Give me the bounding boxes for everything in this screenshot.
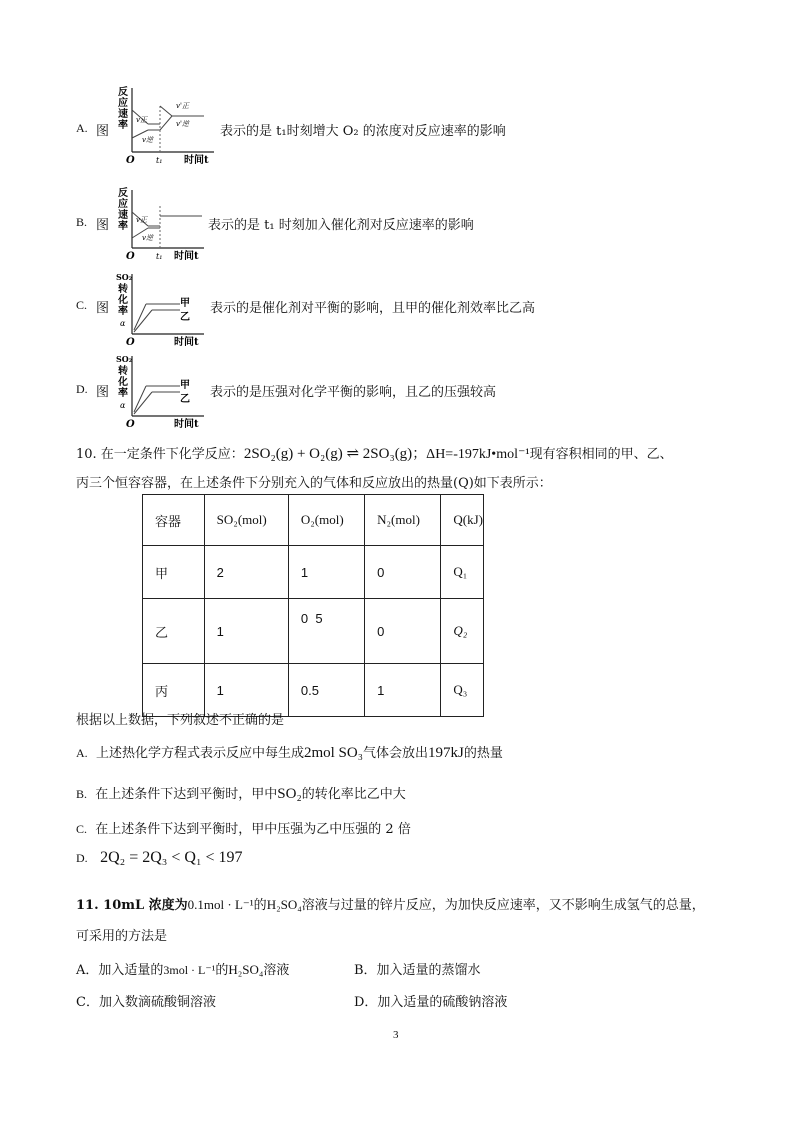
- option-letter: C.: [76, 298, 88, 312]
- svg-text:化: 化: [118, 295, 128, 306]
- rate-time-graph-b: [114, 186, 210, 262]
- option-a: A. 上述热化学方程式表示反应中每生成2mol SO₃气体会放出197kJ的热量: [76, 745, 503, 761]
- svg-text:v正: v正: [136, 216, 147, 224]
- table-header: N₂(mol): [365, 495, 441, 546]
- svg-text:v正: v正: [136, 116, 147, 124]
- svg-text:化: 化: [118, 377, 128, 388]
- svg-text:速: 速: [118, 109, 128, 120]
- table-cell: Q₁: [441, 546, 484, 599]
- svg-text:乙: 乙: [180, 312, 190, 323]
- question-stem-line: 可采用的方法是: [76, 929, 168, 944]
- table-header: O₂(mol): [288, 495, 364, 546]
- table-cell: 0: [365, 599, 441, 664]
- option-description: 表示的是压强对化学平衡的影响，且乙的压强较高: [210, 385, 497, 400]
- chemical-equation: 2SO₂(g) + O₂(g) ⇌ 2SO₃(g): [243, 446, 413, 462]
- option-c: C．加入数滴硫酸铜溶液: [76, 995, 216, 1010]
- svg-text:转: 转: [118, 366, 128, 377]
- svg-text:率: 率: [118, 306, 128, 317]
- svg-text:v'正: v'正: [176, 102, 189, 110]
- table-cell: 0.5: [288, 664, 364, 717]
- svg-text:SO₂: SO₂: [116, 272, 133, 282]
- svg-text:应: 应: [118, 199, 128, 210]
- table-cell: 1: [288, 546, 364, 599]
- svg-text:时间t: 时间t: [174, 337, 199, 348]
- table-row: [143, 546, 484, 599]
- option-c: C. 在上述条件下达到平衡时，甲中压强为乙中压强的 2 倍: [76, 822, 411, 837]
- option-letter: B.: [76, 215, 88, 229]
- svg-text:SO₂: SO₂: [116, 354, 133, 364]
- enthalpy-value: ；ΔH=-197kJ•mol⁻¹: [412, 447, 530, 462]
- table-row: [143, 599, 484, 664]
- option-b: B. 在上述条件下达到平衡时，甲中SO₂的转化率比乙中大: [76, 786, 406, 802]
- svg-text:率: 率: [118, 388, 128, 399]
- option-letter: A.: [76, 121, 88, 135]
- table-cell: 1: [365, 664, 441, 717]
- table-cell: 甲: [143, 546, 205, 599]
- option-prefix: 图: [96, 301, 110, 316]
- svg-text:反: 反: [118, 188, 128, 199]
- page-number: 3: [393, 1029, 399, 1041]
- table-cell: 乙: [143, 599, 205, 664]
- table-cell: 0 5: [288, 599, 364, 664]
- svg-text:率: 率: [118, 120, 128, 131]
- table-header: Q(kJ): [441, 495, 484, 546]
- svg-text:乙: 乙: [180, 394, 190, 405]
- svg-text:时间t: 时间t: [174, 251, 199, 262]
- question-stem-line: 11. 10mL 浓度为0.1mol · L⁻¹的H₂SO₄溶液与过量的锌片反应，为加快反应速率，又不影响生成氢气的总量，: [76, 897, 705, 913]
- svg-text:α: α: [120, 401, 126, 410]
- svg-text:甲: 甲: [180, 298, 190, 309]
- svg-text:v逆: v逆: [142, 136, 153, 144]
- option-d: D. 2Q₂ = 2Q₃ < Q₁ < 197: [76, 849, 243, 866]
- svg-text:v逆: v逆: [142, 234, 153, 242]
- svg-text:t₁: t₁: [156, 156, 163, 165]
- option-description: 表示的是 t₁ 时刻加入催化剂对反应速率的影响: [208, 218, 474, 233]
- table-cell: Q₂: [441, 599, 484, 664]
- svg-text:t₁: t₁: [156, 252, 163, 261]
- svg-text:v'逆: v'逆: [176, 120, 189, 128]
- svg-text:α: α: [120, 319, 126, 328]
- option-letter: D.: [76, 382, 88, 396]
- table-cell: 1: [204, 664, 288, 717]
- svg-text:甲: 甲: [180, 380, 190, 391]
- option-description: 表示的是催化剂对平衡的影响，且甲的催化剂效率比乙高: [210, 301, 536, 316]
- option-prefix: 图: [96, 124, 110, 139]
- svg-text:速: 速: [118, 210, 128, 221]
- table-header-row: [143, 495, 484, 546]
- svg-text:时间t: 时间t: [174, 419, 199, 430]
- conversion-time-graph-d: [114, 352, 210, 430]
- svg-text:时间t: 时间t: [184, 155, 209, 166]
- svg-text:O: O: [126, 251, 135, 262]
- svg-text:应: 应: [118, 98, 128, 109]
- option-a: A．加入适量的3mol · L⁻¹的H₂SO₄溶液: [76, 962, 290, 978]
- svg-text:O: O: [126, 337, 135, 348]
- reaction-data-table: [142, 494, 484, 717]
- table-cell: Q₃: [441, 664, 484, 717]
- option-prefix: 图: [96, 218, 110, 233]
- table-header: SO₂(mol): [204, 495, 288, 546]
- option-description: 表示的是 t₁时刻增大 O₂ 的浓度对反应速率的影响: [220, 124, 506, 139]
- conversion-time-graph-c: [114, 270, 210, 348]
- question-stem-line: 10. 在一定条件下化学反应：2SO₂(g) + O₂(g) ⇌ 2SO₃(g)；ΔH=-197kJ•mol⁻¹现有容积相同的甲、乙、: [76, 446, 673, 462]
- svg-text:转: 转: [118, 284, 128, 295]
- table-header: 容器: [143, 495, 205, 546]
- option-d: D．加入适量的硫酸钠溶液: [354, 995, 508, 1010]
- rate-time-graph-a: [114, 84, 222, 166]
- y-axis-label: 反: [118, 87, 128, 98]
- option-prefix: 图: [96, 385, 110, 400]
- svg-text:率: 率: [118, 221, 128, 232]
- table-cell: 0: [365, 546, 441, 599]
- table-cell: 1: [204, 599, 288, 664]
- table-cell: 2: [204, 546, 288, 599]
- svg-text:O: O: [126, 419, 135, 430]
- option-b: B．加入适量的蒸馏水: [354, 963, 481, 978]
- question-stem-line: 丙三个恒容容器，在上述条件下分别充入的气体和反应放出的热量(Q)如下表所示：: [76, 476, 552, 491]
- svg-text:O: O: [126, 155, 135, 166]
- question-prompt: 根据以上数据，下列叙述不正确的是: [76, 713, 285, 728]
- table-cell: 丙: [143, 664, 205, 717]
